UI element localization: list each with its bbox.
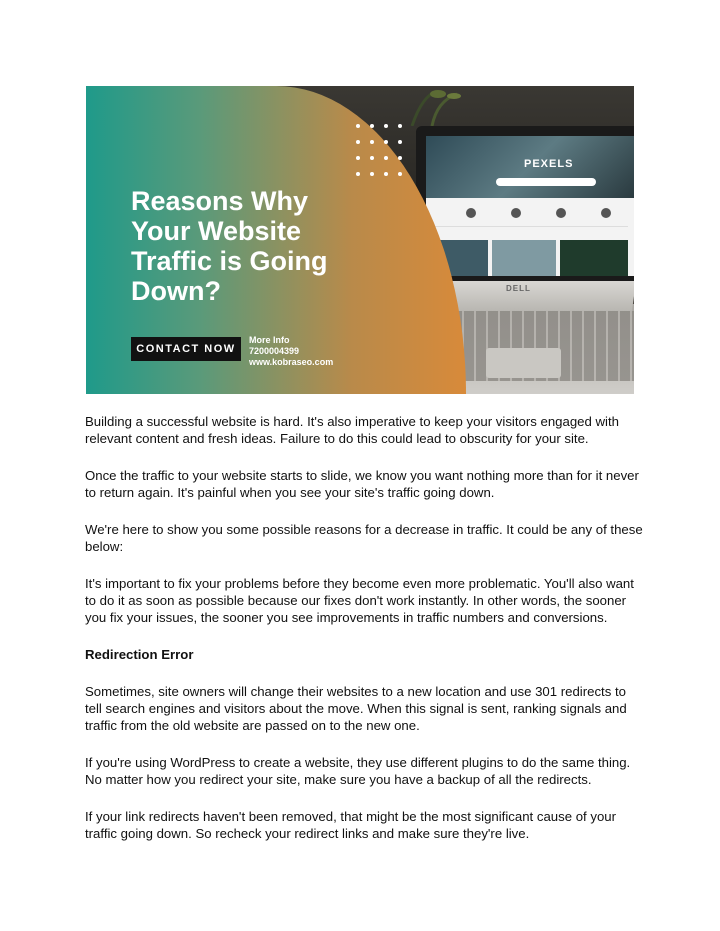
article-body	[85, 413, 645, 862]
dot	[356, 124, 360, 128]
dot	[398, 172, 402, 176]
dot	[356, 172, 360, 176]
dot	[384, 172, 388, 176]
phone-number: 7200004399	[249, 346, 300, 356]
paragraph: Sometimes, site owners will change their websites to a new location and use 301 redirects to tell search engines and visitors about the move. When this signal is sent, ranking signals and traffic from the old website are passed on to the new one.	[85, 684, 627, 733]
banner-headline: Reasons Why Your Website Traffic is Going Down?	[131, 186, 328, 306]
dot	[398, 156, 402, 160]
trackpad	[486, 348, 561, 378]
avatar	[466, 208, 476, 218]
dot	[370, 172, 374, 176]
website-preview	[426, 136, 634, 276]
more-info-label: More Info	[249, 335, 290, 345]
website-url: www.kobraseo.com	[249, 357, 334, 367]
section-heading: Redirection Error	[85, 647, 194, 662]
dot	[398, 140, 402, 144]
paragraph: If you're using WordPress to create a website, they use different plugins to do the same thing. No matter how you redirect your site, make sure you have a backup of all the redirects.	[85, 755, 631, 787]
dot	[356, 140, 360, 144]
dot	[370, 156, 374, 160]
screen-logo: PEXELS	[524, 158, 574, 170]
paragraph: Once the traffic to your website starts to slide, we know you want nothing more than for it never to return again. It's painful when you see your site's traffic going down.	[85, 468, 639, 500]
paragraph: It's important to fix your problems before they become even more problematic. You'll also want to do it as soon as possible because our fixes don't work instantly. In other words, the sooner you fix your issues, the sooner you see improvements in traffic numbers and conversions.	[85, 576, 634, 625]
photo-thumbnail	[492, 240, 556, 276]
laptop-brand: DELL	[506, 284, 531, 293]
dot	[370, 140, 374, 144]
laptop-screen	[416, 126, 634, 281]
contact-info	[249, 335, 333, 368]
avatar	[511, 208, 521, 218]
avatar	[556, 208, 566, 218]
paragraph: Building a successful website is hard. It's also imperative to keep your visitors engaged with relevant content and fresh ideas. Failure to do this could lead to obscurity for your site.	[85, 414, 619, 446]
contact-now-button[interactable]: CONTACT NOW	[131, 337, 241, 361]
divider	[432, 226, 628, 227]
promo-banner-image	[86, 86, 634, 394]
screen-search-bar	[496, 178, 596, 186]
paragraph: If your link redirects haven't been removed, that might be the most significant cause of your traffic going down. So recheck your redirect links and make sure they're live.	[85, 809, 617, 841]
plant-icon	[402, 86, 462, 126]
paragraph: We're here to show you some possible reasons for a decrease in traffic. It could be any of these below:	[85, 522, 643, 554]
dot-grid-decoration	[356, 124, 406, 184]
dot	[370, 124, 374, 128]
dot	[384, 156, 388, 160]
photo-thumbnail	[560, 240, 628, 276]
dot	[398, 124, 402, 128]
dot	[356, 156, 360, 160]
dot	[384, 124, 388, 128]
avatar	[601, 208, 611, 218]
dot	[384, 140, 388, 144]
